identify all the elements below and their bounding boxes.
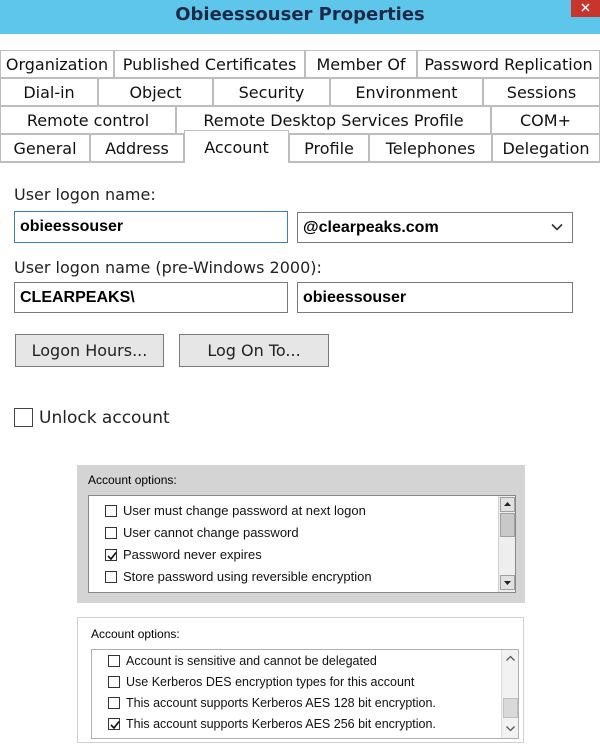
log-on-to-button[interactable]: Log On To... bbox=[179, 334, 329, 367]
option-sensitive-cannot-delegate[interactable] bbox=[108, 654, 377, 668]
close-button[interactable] bbox=[571, 0, 600, 17]
unlock-account-label: Unlock account bbox=[39, 408, 170, 428]
tab-com-plus[interactable]: COM+ bbox=[491, 106, 600, 134]
logon-hours-button[interactable]: Logon Hours... bbox=[15, 334, 164, 367]
tab-remote-control[interactable]: Remote control bbox=[0, 106, 176, 134]
account-options-label-2: Account options: bbox=[91, 627, 180, 641]
scroll-down-button[interactable] bbox=[504, 722, 517, 740]
checkbox[interactable] bbox=[108, 697, 120, 709]
option-reversible-encryption[interactable] bbox=[105, 569, 372, 584]
account-options-label-1: Account options: bbox=[88, 473, 177, 487]
scrollbar[interactable] bbox=[498, 496, 515, 592]
option-kerberos-aes-256[interactable] bbox=[108, 717, 436, 731]
tab-dial-in[interactable]: Dial-in bbox=[0, 78, 98, 106]
option-label: Store password using reversible encryption bbox=[123, 569, 372, 584]
checkbox[interactable] bbox=[105, 527, 117, 539]
tab-organization[interactable]: Organization bbox=[0, 50, 114, 78]
tab-delegation[interactable]: Delegation bbox=[492, 134, 600, 162]
scroll-up-button[interactable] bbox=[500, 497, 515, 512]
domain-suffix-value: @clearpeaks.com bbox=[303, 218, 439, 236]
account-options-panel-1 bbox=[77, 465, 525, 603]
tab-password-replication[interactable]: Password Replication bbox=[417, 50, 600, 78]
option-label: This account supports Kerberos AES 256 bit encryption. bbox=[126, 717, 436, 731]
option-label: User must change password at next logon bbox=[123, 503, 366, 518]
tab-general[interactable]: General bbox=[0, 134, 90, 162]
scroll-thumb[interactable] bbox=[500, 513, 515, 537]
tab-telephones[interactable]: Telephones bbox=[369, 134, 492, 162]
scrollbar[interactable] bbox=[501, 650, 518, 738]
checkbox[interactable] bbox=[108, 676, 120, 688]
checkbox-checked[interactable] bbox=[105, 549, 117, 561]
checkbox-checked[interactable] bbox=[108, 718, 120, 730]
window-title: Obieessouser Properties bbox=[175, 4, 425, 25]
scroll-thumb[interactable] bbox=[503, 698, 518, 718]
checkbox[interactable] bbox=[105, 505, 117, 517]
option-label: This account supports Kerberos AES 128 bit encryption. bbox=[126, 696, 436, 710]
close-icon bbox=[571, 0, 600, 17]
account-options-list-2 bbox=[91, 649, 519, 739]
chevron-down-icon bbox=[551, 221, 563, 233]
option-cannot-change-password[interactable] bbox=[105, 525, 299, 540]
domain-suffix-dropdown[interactable] bbox=[297, 212, 573, 243]
tab-security[interactable]: Security bbox=[213, 78, 330, 106]
check-icon bbox=[109, 719, 121, 731]
arrow-down-icon bbox=[501, 576, 514, 589]
checkbox[interactable] bbox=[108, 655, 120, 667]
tab-object[interactable]: Object bbox=[98, 78, 213, 106]
account-options-list-1 bbox=[88, 495, 516, 593]
tab-environment[interactable]: Environment bbox=[330, 78, 483, 106]
option-label: User cannot change password bbox=[123, 525, 299, 540]
pre-windows-2000-domain-input[interactable]: CLEARPEAKS\ bbox=[14, 282, 288, 313]
option-kerberos-des[interactable] bbox=[108, 675, 414, 689]
tab-sessions[interactable]: Sessions bbox=[483, 78, 600, 106]
tab-account[interactable]: Account bbox=[184, 130, 289, 163]
option-kerberos-aes-128[interactable] bbox=[108, 696, 436, 710]
tab-member-of[interactable]: Member Of bbox=[305, 50, 417, 78]
title-bar bbox=[0, 0, 600, 34]
pre-windows-2000-user-input[interactable]: obieessouser bbox=[297, 282, 573, 313]
user-logon-name-label: User logon name: bbox=[14, 185, 156, 204]
option-label: Password never expires bbox=[123, 547, 262, 562]
tab-remote-desktop-services-profile[interactable]: Remote Desktop Services Profile bbox=[176, 106, 491, 134]
tab-address[interactable]: Address bbox=[90, 134, 184, 162]
option-label: Use Kerberos DES encryption types for this account bbox=[126, 675, 415, 689]
chevron-down-icon bbox=[504, 722, 517, 735]
tab-divider bbox=[0, 162, 600, 163]
tab-profile[interactable]: Profile bbox=[289, 134, 369, 162]
account-options-panel-2 bbox=[77, 617, 524, 743]
option-password-never-expires[interactable] bbox=[105, 547, 262, 562]
option-must-change-password[interactable] bbox=[105, 503, 366, 518]
unlock-account-checkbox[interactable] bbox=[14, 408, 33, 427]
scroll-up-button[interactable] bbox=[504, 652, 517, 670]
checkbox[interactable] bbox=[105, 571, 117, 583]
check-icon bbox=[106, 550, 118, 562]
chevron-up-icon bbox=[504, 652, 517, 665]
pre-windows-2000-label: User logon name (pre-Windows 2000): bbox=[14, 258, 322, 277]
tab-published-certificates[interactable]: Published Certificates bbox=[114, 50, 305, 78]
scroll-down-button[interactable] bbox=[500, 575, 515, 590]
user-logon-name-input[interactable]: obieessouser bbox=[14, 211, 288, 243]
arrow-up-icon bbox=[501, 498, 514, 511]
option-label: Account is sensitive and cannot be delegated bbox=[126, 654, 377, 668]
